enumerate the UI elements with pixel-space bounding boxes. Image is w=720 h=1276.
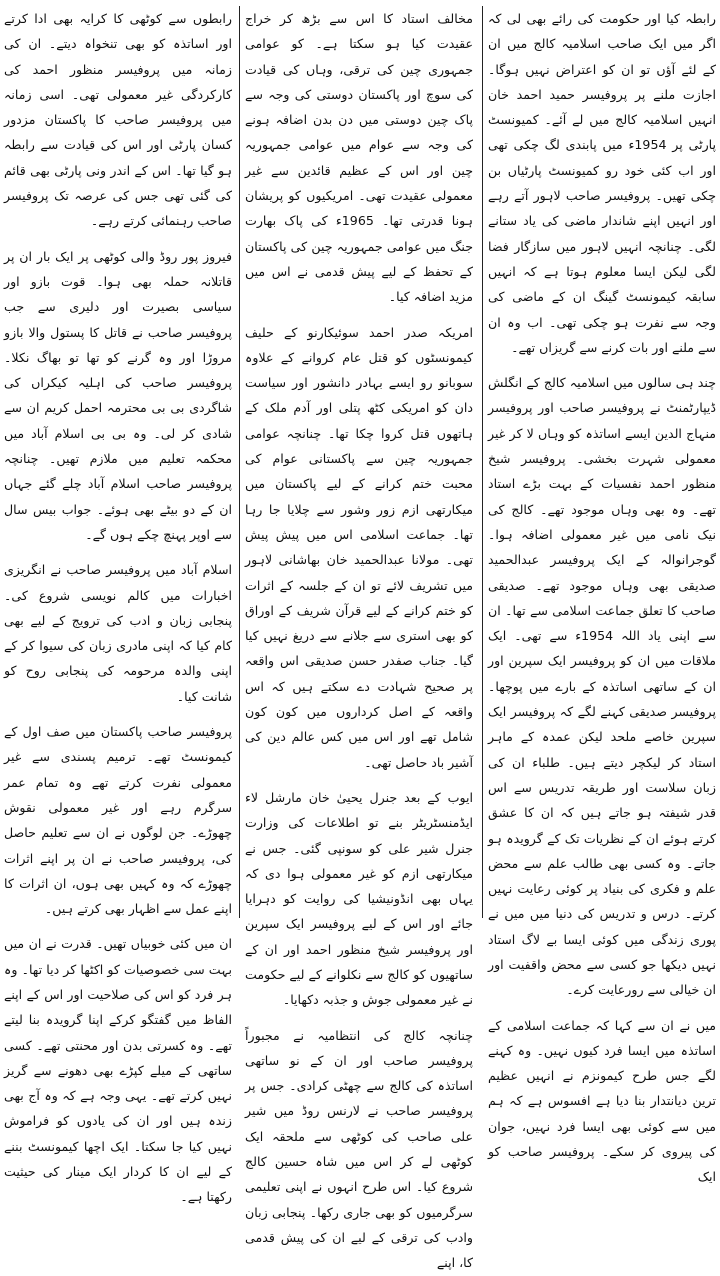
column-divider: [482, 6, 483, 918]
column-right: [488, 6, 716, 1185]
paragraph: چنانچہ کالج کی انتظامیہ نے مجبوراً پروفیسر صاحب اور ان کے نو ساتھی اساتذہ کی کالج سے چھٹی کرادی۔ جس پر پروفیسر صاحب نے لارنس روڈ میں شیر علی صاحب کی کوٹھی سے ملحقہ ایک کوٹھی لے کر اس میں شاہ حسین کالج شروع کیا۔ اس طرح انہوں نے اپنی تعلیمی سرگرمیوں کو بھی جاری رکھا۔ پنجابی زبان وادب کی ترقی کے لیے ان کی پیش قدمی کا، اپنے: [245, 1027, 473, 1271]
paragraph: پروفیسر صاحب پاکستان میں صف اول کے کیمونسٹ تھے۔ ترمیم پسندی سے غیر معمولی نفرت کرتے تھے وہ تمام عمر سرگرم رہے اور غیر معمولی نقوش چھوڑے۔ جن لوگوں نے ان سے تعلیم حاصل کی، پروفیسر صاحب نے ان پر اپنے اثرات چھوڑے کہ وہ کہیں بھی ہوں، ان اثرات کا اپنے عمل سے اظہار بھی کرتے ہیں۔: [4, 724, 232, 917]
paragraph: رابطہ کیا اور حکومت کی رائے بھی لی کہ اگر میں ایک صاحب اسلامیہ کالج میں ان کے لئے آؤں تو ان کو اعتراض نہیں ہوگا۔ اجازت ملنے پر پروفیسر حمید احمد خان انہیں اسلامیہ کالج میں لے آئے۔ کمیونسٹ پارٹی پر 1954ء میں پابندی لگ چکی تھی اور اب کئی خود رو کمیونسٹ پارٹیاں بن چکی تھیں۔ پروفیسر صاحب لاہور آتے رہے اور انہیں اپنے شاندار ماضی کی یاد ستانے لگی۔ چنانچہ انہیں لاہور میں سازگار فضا لگی لیکن ایسا معلوم ہوتا ہے کہ انہیں سابقہ کیمونسٹ گینگ ان کے ماضی کی وجہ سے نفرت ہو چکی تھی۔ اب وہ ان سے ملنے اور بات کرنے سے گریزاں تھے۔: [488, 11, 716, 355]
paragraph: ان میں کئی خوبیاں تھیں۔ قدرت نے ان میں بہت سی خصوصیات کو اکٹھا کر دیا تھا۔ وہ ہر فرد کو اس کی صلاحیت اور اس کے اپنے الفاظ میں گفتگو کرکے اپنا گرویدہ بنا لیتے تھے۔ وہ کسرتی بدن اور محنتی تھے۔ کسی ساتھی کے میلے کپڑے بھی دھونے سے گریز نہیں کرتے تھے۔ یہی وجہ ہے کہ وہ آج بھی زندہ ہیں اور ان کی یادوں کو فراموش نہیں کیا جا سکتا۔ ایک اچھا کیمونسٹ بننے کے لیے ان کا کردار ایک مینار کی حیثیت رکھتا ہے۔: [4, 936, 232, 1205]
paragraph: اسلام آباد میں پروفیسر صاحب نے انگریزی اخبارات میں کالم نویسی شروع کی۔ پنجابی زبان و ادب کی ترویج کے لیے بھی کام کیا کہ اپنی مادری زبان کی سیوا کر کے اپنی والدہ مرحومہ کی پنجابی روح کو شانت کیا۔: [4, 562, 232, 704]
paragraph: امریکہ صدر احمد سوئیکارنو کے حلیف کیمونسٹوں کو قتل عام کروانے کے علاوہ سوبانو رو ایسے بہادر دانشور اور سیاست دان کو امریکی کٹھ پتلی اور آدم ملک کے ہاتھوں قتل کروا چکا تھا۔ چنانچہ عوامی جمہوریہ چین سے پاکستانی عوام کی محبت ختم کرانے کے لیے پاکستان میں میکارتھی ازم زور وشور سے چلایا جا رہا تھا۔ جماعت اسلامی اس میں پیش پیش تھی۔ مولانا عبدالحمید خان بھاشانی لاہور میں تشریف لائے تو ان کے جلسہ کے اثرات کو ختم کرانے کے لیے قرآن شریف کے اوراق کو بھی استری سے جلانے سے دریغ نہیں کیا گیا۔ جناب صفدر حسن صدیقی اس واقعہ پر صحیح شہادت دے سکتے ہیں کہ اس واقعہ کے اصل کرداروں میں کون کون شامل تھے اور اس میں کس عالم دین کی آشیر باد حاصل تھی۔: [245, 324, 473, 770]
paragraph: ایوب کے بعد جنرل یحییٰ خان مارشل لاء ایڈمنسٹریٹر بنے تو اطلاعات کی وزارت جنرل شیر علی کو سونپی گئی۔ جس نے میکارتھی ازم کو غیر معمولی ہوا دی کہ یہاں بھی انڈونیشیا کی روایت کو دہرایا جائے اور اس کے لیے پروفیسر ایک سپرین اور پروفیسر شیخ منظور احمد اور ان کے ساتھیوں کو کالج سے نکلوانے کے لیے حکومت نے غیر معمولی جوش و جذبہ دکھایا۔: [245, 789, 473, 1008]
paragraph: چند ہی سالوں میں اسلامیہ کالج کے انگلش ڈیپارٹمنٹ نے پروفیسر صاحب اور پروفیسر منہاج الدین ایسے اساتذہ کو وہاں لا کر غیر معمولی شہرت بخشی۔ پروفیسر شیخ منظور احمد نفسیات کے بہت بڑے استاد تھے۔ وہ بھی وہاں موجود تھے۔ کالج کی نیک نامی میں غیر معمولی اضافہ ہوا۔ گوجرانوالہ کے ایک پروفیسر عبدالحمید صدیقی بھی وہاں موجود تھے۔ صدیقی صاحب کا تعلق جماعت اسلامی سے تھا۔ ان سے اپنی یاد اللہ 1954ء سے تھی۔ ایک ملاقات میں ان کو پروفیسر ایک سپرین اور ان کے ساتھی اساتذہ کے بارے میں پوچھا۔ پروفیسر صدیقی کہنے لگے کہ پروفیسر ایک سپرین خاصے ملحد لیکن عمدہ کے ماہر استاد کر لیکچر دیتے ہیں۔ طلباء ان کی زبان سلاست اور طریقہ تدریس سے اس قدر شیفتہ ہو جاتے ہیں کہ ان کا عشق کرتے ہوئے ان کے نظریات تک کے گرویدہ ہو جاتے۔ وہ کسی بھی طالب علم سے محض علم و فکری کی بنیاد پر کوئی رعایت نہیں کرتے۔ درس و تدریس کی دنیا میں میں نے پوری زندگی میں کوئی ایسا بے لاگ استاد نہیں دیکھا جو کسی سے محض واقفیت اور ان خیالی سے رورعایت کرے۔: [488, 375, 716, 998]
paragraph: مخالف استاد کا اس سے بڑھ کر خراج عقیدت کیا ہو سکتا ہے۔ کو عوامی جمہوری چین کی ترقی، وہاں کی قیادت کی سوچ اور پاکستان دوستی کی وجہ سے پاک چین دوستی میں دن بدن اضافہ ہونے کی وجہ سے عوام میں عوامی جمہوریہ چین اور اس کے عظیم قائدین سے غیر معمولی عقیدت تھی۔ امریکیوں کو پریشان ہونا قدرتی تھا۔ 1965ء کی پاک بھارت جنگ میں عوامی جمہوریہ چین کی پاکستان کے تحفظ کے لیے پیش قدمی نے اس میں مزید اضافہ کیا۔: [245, 11, 474, 305]
column-middle: [245, 6, 474, 1271]
paragraph: فیروز پور روڈ والی کوٹھی پر ایک بار ان پر قاتلانہ حملہ بھی ہوا۔ قوت بازو اور سیاسی بصیرت اور دلیری سے جب پروفیسر صاحب نے قاتل کا پستول والا بازو مروڑا اور وہ گرنے کو تھا تو بھاگ نکلا۔ پروفیسر صاحب کی اہلیہ کیکراں کی شاگردی بی بی محترمہ احمل کریم ان سے شادی کر لی۔ وہ بی بی اسلام آباد میں محکمہ تعلیم میں ملازم تھیں۔ چنانچہ پروفیسر صاحب اسلام آباد چلے گئے جہاں ان کے دو بیٹے بھی ہوئے۔ جواب بیس سال سے اوپر پہنچ چکے ہوں گے۔: [4, 248, 232, 542]
column-left: [4, 6, 232, 1205]
column-divider: [239, 6, 240, 918]
paragraph: میں نے ان سے کہا کہ جماعت اسلامی کے اساتذہ میں ایسا فرد کیوں نہیں۔ وہ کہنے لگے جس طرح کیمونزم نے انہیں عظیم ترین دیانتدار بنا دیا ہے افسوس ہے کہ ہم میں سے کوئی بھی ایسا فرد نہیں، جوان کی پیروی کر سکے۔ پروفیسر صاحب کو ایک: [488, 1017, 716, 1185]
paragraph: رابطوں سے کوٹھی کا کرایہ بھی ادا کرتے اور اساتذہ کو بھی تنخواہ دیتے۔ ان کی زمانہ میں پروفیسر منظور احمد کی کارکردگی غیر معمولی تھی۔ اسی زمانہ میں پروفیسر صاحب کا پاکستان مزدور کسان پارٹی اور اس کی قیادت سے رابطہ ہو گیا تھا۔ اس کے اندر ونی پارٹی بھی قائم کی گئی تھی جس کی عرصہ تک پروفیسر صاحب رہنمائی کرتے رہے۔: [4, 11, 232, 229]
